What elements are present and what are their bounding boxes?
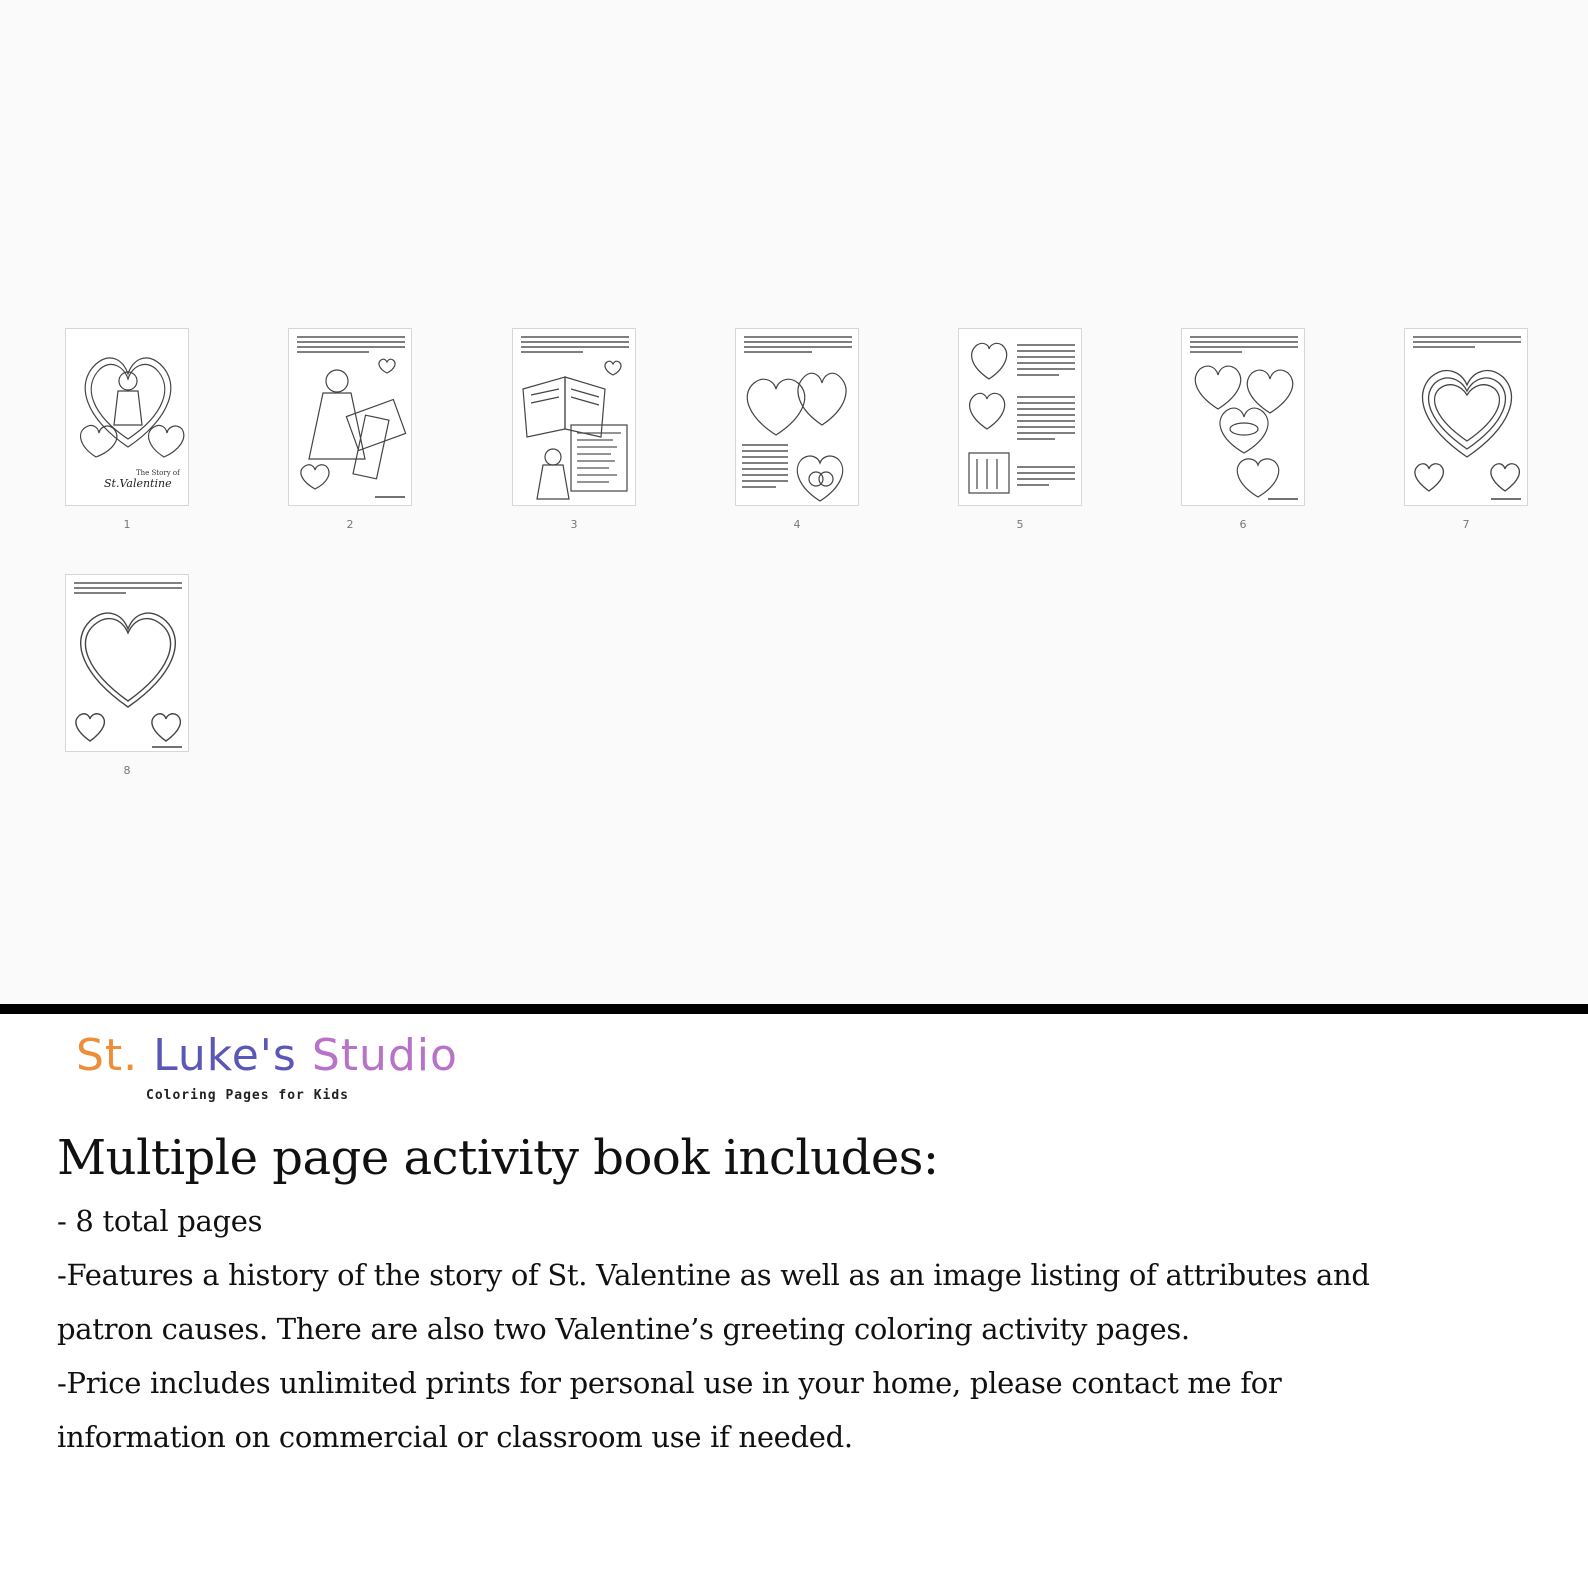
page-number-label: 8	[123, 764, 131, 777]
coloring-page-art	[289, 329, 412, 506]
page-number-label: 3	[570, 518, 578, 531]
description-heading: Multiple page activity book includes:	[57, 1130, 939, 1186]
page-number-label: 2	[346, 518, 354, 531]
logo-st-text: St.	[76, 1030, 139, 1081]
svg-text:The Story of: The Story of	[136, 469, 180, 477]
description-line: - 8 total pages	[57, 1204, 263, 1238]
description-line: patron causes. There are also two Valentine’s greeting coloring activity pages.	[57, 1312, 1190, 1346]
coloring-page-art	[736, 329, 859, 506]
coloring-page-art	[66, 575, 189, 752]
page-thumbnail-8[interactable]	[65, 574, 189, 752]
page-number-label: 4	[793, 518, 801, 531]
coloring-page-art	[959, 329, 1082, 506]
logo-tagline: Coloring Pages for Kids	[146, 1088, 350, 1103]
page-thumbnail-4[interactable]	[735, 328, 859, 506]
description-line: -Features a history of the story of St. Valentine as well as an image listing of attributes and	[57, 1258, 1370, 1292]
logo-luke-text: Luke's	[153, 1030, 297, 1081]
coloring-page-art	[1405, 329, 1528, 506]
coloring-page-art	[66, 329, 189, 506]
logo-studio-text: Studio	[311, 1030, 458, 1081]
page-thumbnail-6[interactable]	[1181, 328, 1305, 506]
description-body	[57, 1194, 1537, 1464]
svg-text:St.Valentine: St.Valentine	[104, 477, 172, 490]
page-thumbnail-5[interactable]	[958, 328, 1082, 506]
description-line: information on commercial or classroom use if needed.	[57, 1420, 853, 1454]
page-thumbnail-3[interactable]	[512, 328, 636, 506]
coloring-page-art	[513, 329, 636, 506]
page-number-label: 5	[1016, 518, 1024, 531]
coloring-page-art	[1182, 329, 1305, 506]
page-number-label: 1	[123, 518, 131, 531]
section-divider	[0, 1004, 1588, 1014]
description-line: -Price includes unlimited prints for personal use in your home, please contact me for	[57, 1366, 1282, 1400]
page-thumbnail-7[interactable]	[1404, 328, 1528, 506]
page-number-label: 7	[1462, 518, 1470, 531]
page-number-label: 6	[1239, 518, 1247, 531]
page-thumbnail-2[interactable]	[288, 328, 412, 506]
brand-logo	[72, 1030, 472, 1110]
page-thumbnail-1[interactable]	[65, 328, 189, 506]
